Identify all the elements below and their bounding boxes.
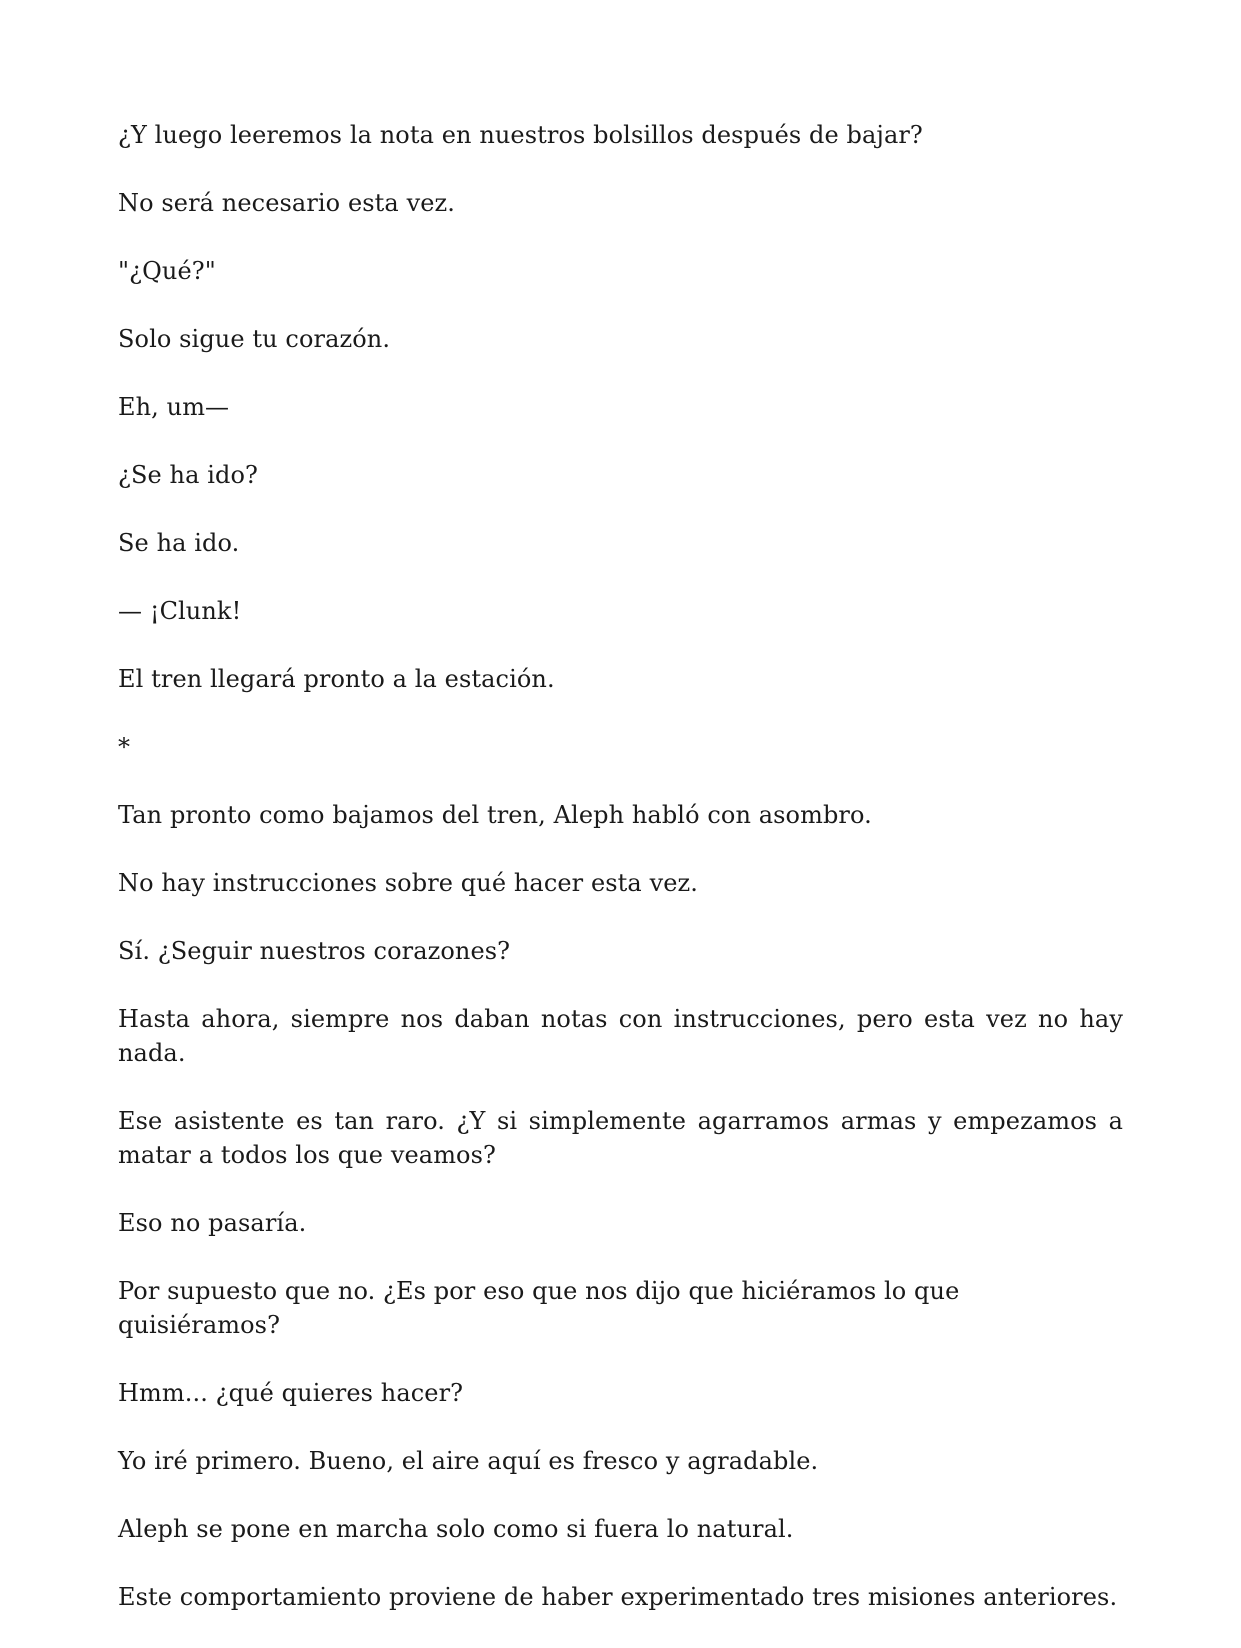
paragraph: Tan pronto como bajamos del tren, Aleph habló con asombro. xyxy=(118,801,872,829)
paragraph: Sí. ¿Seguir nuestros corazones? xyxy=(118,937,511,965)
paragraph: — ¡Clunk! xyxy=(118,597,242,625)
paragraph: Eso no pasaría. xyxy=(118,1209,307,1237)
paragraph: "¿Qué?" xyxy=(118,257,216,285)
paragraph: Yo iré primero. Bueno, el aire aquí es fresco y agradable. xyxy=(118,1447,819,1475)
paragraph: Eh, um— xyxy=(118,393,230,421)
paragraph: No será necesario esta vez. xyxy=(118,189,456,217)
paragraph: Aleph se pone en marcha solo como si fuera lo natural. xyxy=(118,1515,794,1543)
paragraph: ¿Se ha ido? xyxy=(118,461,258,489)
paragraph: Este comportamiento proviene de haber experimentado tres misiones anteriores. xyxy=(118,1583,1118,1611)
document-page xyxy=(118,118,1123,1648)
paragraph: Se ha ido. xyxy=(118,529,240,557)
paragraph: Ese asistente es tan raro. ¿Y si simplemente agarramos armas y empezamos a matar a todos los que veamos? xyxy=(118,1107,1123,1169)
section-separator: * xyxy=(118,733,130,761)
paragraph: ¿Y luego leeremos la nota en nuestros bolsillos después de bajar? xyxy=(118,121,923,149)
paragraph: El tren llegará pronto a la estación. xyxy=(118,665,555,693)
paragraph: Hasta ahora, siempre nos daban notas con instrucciones, pero esta vez no hay nada. xyxy=(118,1005,1123,1067)
paragraph: Por supuesto que no. ¿Es por eso que nos dijo que hiciéramos lo que quisiéramos? xyxy=(118,1277,960,1339)
paragraph: Solo sigue tu corazón. xyxy=(118,325,391,353)
paragraph: Hmm... ¿qué quieres hacer? xyxy=(118,1379,464,1407)
paragraph: No hay instrucciones sobre qué hacer esta vez. xyxy=(118,869,699,897)
